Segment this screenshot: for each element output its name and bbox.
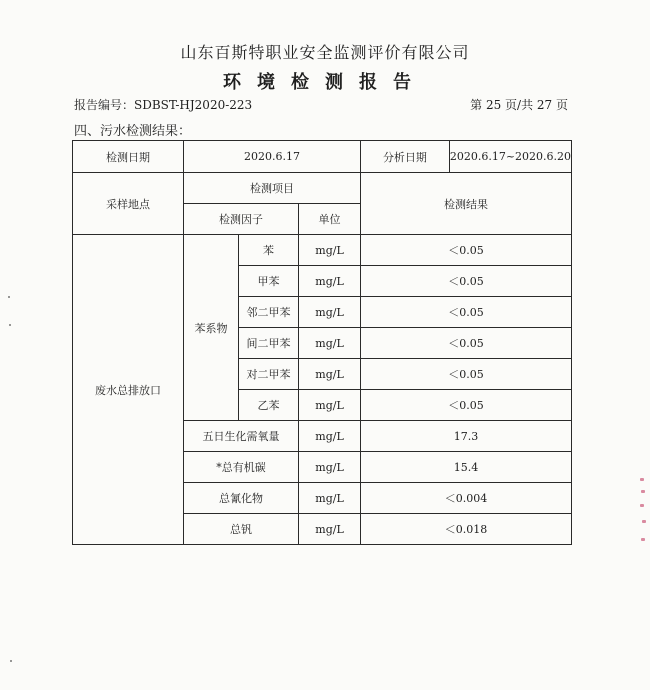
result-cell: 17.3 <box>361 421 572 452</box>
result-cell: ＜0.004 <box>361 483 572 514</box>
detect-date-value: 2020.6.17 <box>184 141 361 173</box>
result-cell: ＜0.05 <box>361 390 572 421</box>
detect-date-label: 检测日期 <box>73 141 184 173</box>
unit-label: 单位 <box>299 204 361 235</box>
factor-cell: 邻二甲苯 <box>239 297 299 328</box>
factor-cell: 总钒 <box>184 514 299 545</box>
factor-cell: 对二甲苯 <box>239 359 299 390</box>
result-cell: ＜0.018 <box>361 514 572 545</box>
unit-cell: mg/L <box>299 452 361 483</box>
factor-cell: 五日生化需氧量 <box>184 421 299 452</box>
unit-cell: mg/L <box>299 359 361 390</box>
factor-cell: 间二甲苯 <box>239 328 299 359</box>
unit-cell: mg/L <box>299 297 361 328</box>
unit-cell: mg/L <box>299 235 361 266</box>
analysis-date-cell <box>361 141 572 173</box>
group-label: 苯系物 <box>184 235 239 421</box>
unit-cell: mg/L <box>299 328 361 359</box>
analysis-date-label: 分析日期 <box>361 141 450 172</box>
table-row <box>73 141 572 173</box>
result-cell: ＜0.05 <box>361 235 572 266</box>
result-cell: ＜0.05 <box>361 297 572 328</box>
company-name: 山东百斯特职业安全监测评价有限公司 <box>180 43 470 62</box>
scan-speck <box>10 660 12 662</box>
seal-edge-mark <box>641 538 645 541</box>
sampling-site-value: 废水总排放口 <box>73 235 184 545</box>
result-cell: ＜0.05 <box>361 359 572 390</box>
unit-cell: mg/L <box>299 421 361 452</box>
factor-cell: 总氰化物 <box>184 483 299 514</box>
analysis-date-value: 2020.6.17~2020.6.20 <box>449 150 572 163</box>
unit-cell: mg/L <box>299 483 361 514</box>
result-label: 检测结果 <box>361 173 572 235</box>
result-cell: ＜0.05 <box>361 328 572 359</box>
scan-speck <box>9 324 11 326</box>
page-number: 第 25 页/共 27 页 <box>470 98 568 112</box>
result-cell: 15.4 <box>361 452 572 483</box>
seal-edge-mark <box>640 504 644 507</box>
result-cell: ＜0.05 <box>361 266 572 297</box>
table-row <box>73 235 572 266</box>
unit-cell: mg/L <box>299 266 361 297</box>
results-table <box>72 140 572 545</box>
report-number: 报告编号：SDBST-HJ2020-223 <box>74 98 253 112</box>
factor-label: 检测因子 <box>184 204 299 235</box>
seal-edge-mark <box>640 478 644 481</box>
seal-edge-mark <box>642 520 646 523</box>
factor-cell: 乙苯 <box>239 390 299 421</box>
sampling-site-label: 采样地点 <box>73 173 184 235</box>
factor-cell: *总有机碳 <box>184 452 299 483</box>
item-label: 检测项目 <box>184 173 361 204</box>
section-title: 四、污水检测结果： <box>74 124 192 139</box>
report-title: 环境检测报告 <box>223 72 427 93</box>
scan-speck <box>8 296 10 298</box>
factor-cell: 苯 <box>239 235 299 266</box>
factor-cell: 甲苯 <box>239 266 299 297</box>
unit-cell: mg/L <box>299 514 361 545</box>
seal-edge-mark <box>641 490 645 493</box>
table-row <box>73 173 572 204</box>
unit-cell: mg/L <box>299 390 361 421</box>
